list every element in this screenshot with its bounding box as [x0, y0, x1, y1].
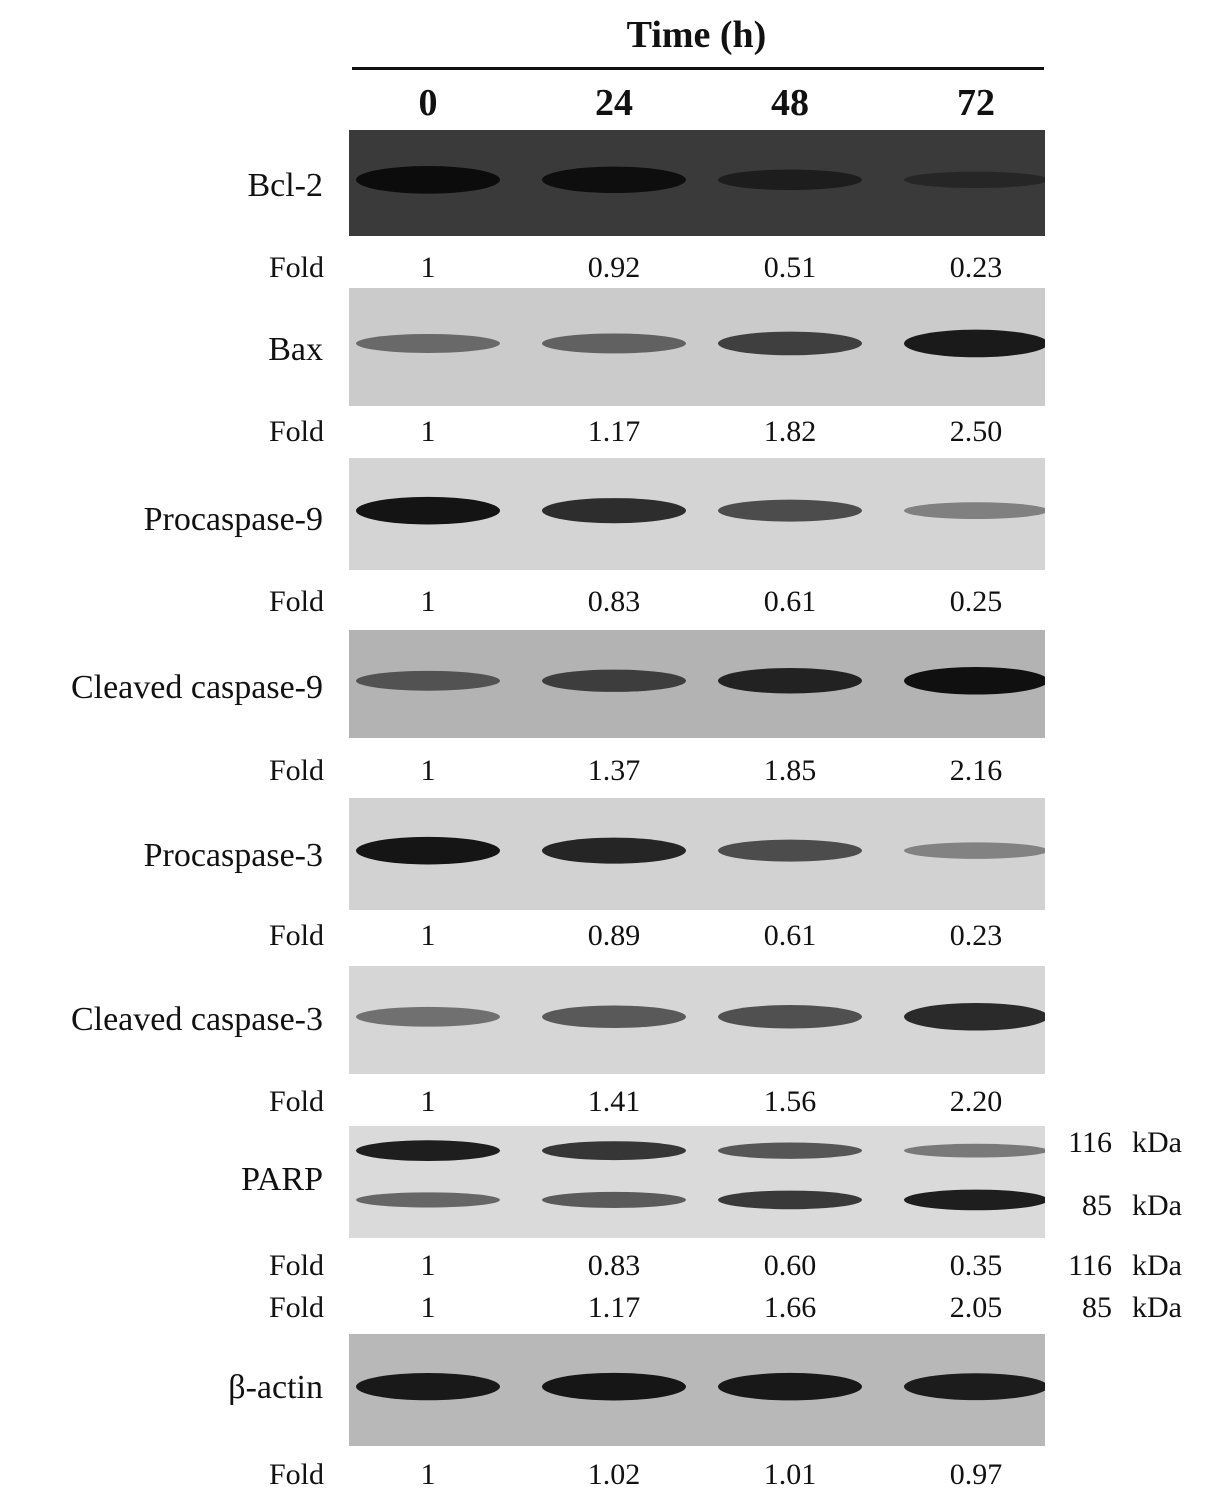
- kda-band-marker: [1060, 1125, 1200, 1161]
- blot-image-bcl-2: [349, 130, 1045, 236]
- blot-image-cleaved-caspase-3: [349, 966, 1045, 1074]
- time-axis-title: Time (h): [626, 14, 767, 56]
- kda-fold-marker: [1060, 1248, 1200, 1284]
- fold-value: 1.56: [763, 1085, 817, 1118]
- fold-value: 0.35: [949, 1249, 1003, 1282]
- band-lane-1: [542, 333, 686, 353]
- fold-label: Fold: [268, 251, 324, 284]
- fold-value: 0.83: [587, 1249, 641, 1282]
- band-lane-0: [356, 671, 500, 691]
- blot-image-bax: [349, 288, 1045, 406]
- fold-value: 1: [420, 754, 436, 787]
- fold-value: 1: [420, 1291, 436, 1324]
- blot-label-cleaved-caspase-3: Cleaved caspase-3: [70, 1001, 323, 1038]
- band-lane-1: [542, 1006, 686, 1028]
- fold-value: 0.97: [949, 1458, 1003, 1491]
- blot-label-actin: β-actin: [228, 1369, 323, 1406]
- fold-value: 1.01: [763, 1458, 817, 1491]
- blot-image-parp: [349, 1126, 1045, 1238]
- band-lane-3: [904, 667, 1045, 695]
- band-lane-0: [356, 1373, 500, 1400]
- band-lane-1: [542, 498, 686, 523]
- fold-value: 1: [420, 1458, 436, 1491]
- kda-unit: kDa: [1132, 1189, 1182, 1222]
- band-lane-2-row-0: [718, 1142, 862, 1158]
- band-lane-2: [718, 1373, 862, 1400]
- fold-label: Fold: [268, 1085, 324, 1118]
- blot-label-bcl-2: Bcl-2: [247, 167, 323, 204]
- kda-number: 85: [1082, 1189, 1112, 1222]
- fold-value: 1: [420, 415, 436, 448]
- band-lane-3: [904, 172, 1045, 189]
- fold-value: 1: [420, 1249, 436, 1282]
- fold-value: 0.60: [763, 1249, 817, 1282]
- fold-value: 1.17: [587, 415, 641, 448]
- fold-value: 0.23: [949, 919, 1003, 952]
- time-axis-rule: [352, 67, 1044, 70]
- fold-value: 1: [420, 585, 436, 618]
- kda-number: 116: [1068, 1126, 1112, 1159]
- band-lane-3: [904, 842, 1045, 859]
- fold-value: 2.20: [949, 1085, 1003, 1118]
- fold-label: Fold: [268, 754, 324, 787]
- fold-value: 0.83: [587, 585, 641, 618]
- fold-value: 1.37: [587, 754, 641, 787]
- fold-value: 0.61: [763, 919, 817, 952]
- band-lane-3: [904, 1373, 1045, 1400]
- band-lane-1: [542, 838, 686, 864]
- blot-image-procaspase-9: [349, 458, 1045, 570]
- band-lane-0: [356, 166, 500, 194]
- band-lane-0-row-1: [356, 1192, 500, 1207]
- blot-label-bax: Bax: [268, 331, 323, 368]
- blot-image-actin: [349, 1334, 1045, 1446]
- band-lane-2: [718, 840, 862, 862]
- fold-value: 1.66: [763, 1291, 817, 1324]
- blot-label-cleaved-caspase-9: Cleaved caspase-9: [70, 669, 323, 706]
- kda-unit: kDa: [1132, 1126, 1182, 1159]
- fold-value: 1.02: [587, 1458, 641, 1491]
- band-lane-0: [356, 1007, 500, 1027]
- kda-number: 85: [1082, 1291, 1112, 1324]
- fold-value: 0.25: [949, 585, 1003, 618]
- kda-unit: kDa: [1132, 1249, 1182, 1282]
- fold-value: 1.85: [763, 754, 817, 787]
- band-lane-0-row-0: [356, 1140, 500, 1161]
- band-lane-1-row-0: [542, 1141, 686, 1160]
- fold-value: 0.23: [949, 251, 1003, 284]
- fold-value: 0.51: [763, 251, 817, 284]
- fold-value: 0.92: [587, 251, 641, 284]
- band-lane-3-row-0: [904, 1144, 1045, 1158]
- band-lane-1-row-1: [542, 1192, 686, 1208]
- time-label: 48: [771, 82, 809, 124]
- time-label: 72: [957, 82, 995, 124]
- band-lane-2: [718, 170, 862, 191]
- kda-unit: kDa: [1132, 1291, 1182, 1324]
- band-lane-3: [904, 1003, 1045, 1031]
- kda-fold-marker: [1060, 1290, 1200, 1326]
- fold-label: Fold: [268, 1291, 324, 1324]
- fold-value: 1.17: [587, 1291, 641, 1324]
- band-lane-2-row-1: [718, 1191, 862, 1210]
- kda-band-marker: [1060, 1188, 1200, 1224]
- band-lane-2: [718, 332, 862, 356]
- fold-value: 1: [420, 1085, 436, 1118]
- fold-value: 0.89: [587, 919, 641, 952]
- fold-value: 2.50: [949, 415, 1003, 448]
- band-lane-0: [356, 837, 500, 865]
- band-lane-2: [718, 668, 862, 694]
- blot-label-procaspase-9: Procaspase-9: [143, 501, 323, 538]
- fold-value: 2.05: [949, 1291, 1003, 1324]
- fold-label: Fold: [268, 415, 324, 448]
- band-lane-3-row-1: [904, 1190, 1045, 1211]
- fold-value: 1: [420, 919, 436, 952]
- kda-number: 116: [1068, 1249, 1112, 1282]
- band-lane-1: [542, 167, 686, 193]
- fold-value: 1.82: [763, 415, 817, 448]
- band-lane-3: [904, 502, 1045, 519]
- time-label: 0: [418, 82, 438, 124]
- fold-value: 1.41: [587, 1085, 641, 1118]
- fold-label: Fold: [268, 1249, 324, 1282]
- fold-value: 0.61: [763, 585, 817, 618]
- fold-value: 1: [420, 251, 436, 284]
- band-lane-0: [356, 497, 500, 525]
- fold-label: Fold: [268, 585, 324, 618]
- band-lane-2: [718, 500, 862, 522]
- blot-label-procaspase-3: Procaspase-3: [143, 837, 323, 874]
- band-lane-1: [542, 1373, 686, 1401]
- band-lane-2: [718, 1005, 862, 1028]
- band-lane-1: [542, 670, 686, 692]
- band-lane-0: [356, 334, 500, 353]
- blot-image-cleaved-caspase-9: [349, 630, 1045, 738]
- fold-value: 2.16: [949, 754, 1003, 787]
- band-lane-3: [904, 330, 1045, 358]
- time-label: 24: [595, 82, 633, 124]
- fold-label: Fold: [268, 1458, 324, 1491]
- blot-image-procaspase-3: [349, 798, 1045, 910]
- fold-label: Fold: [268, 919, 324, 952]
- blot-label-parp: PARP: [241, 1161, 323, 1198]
